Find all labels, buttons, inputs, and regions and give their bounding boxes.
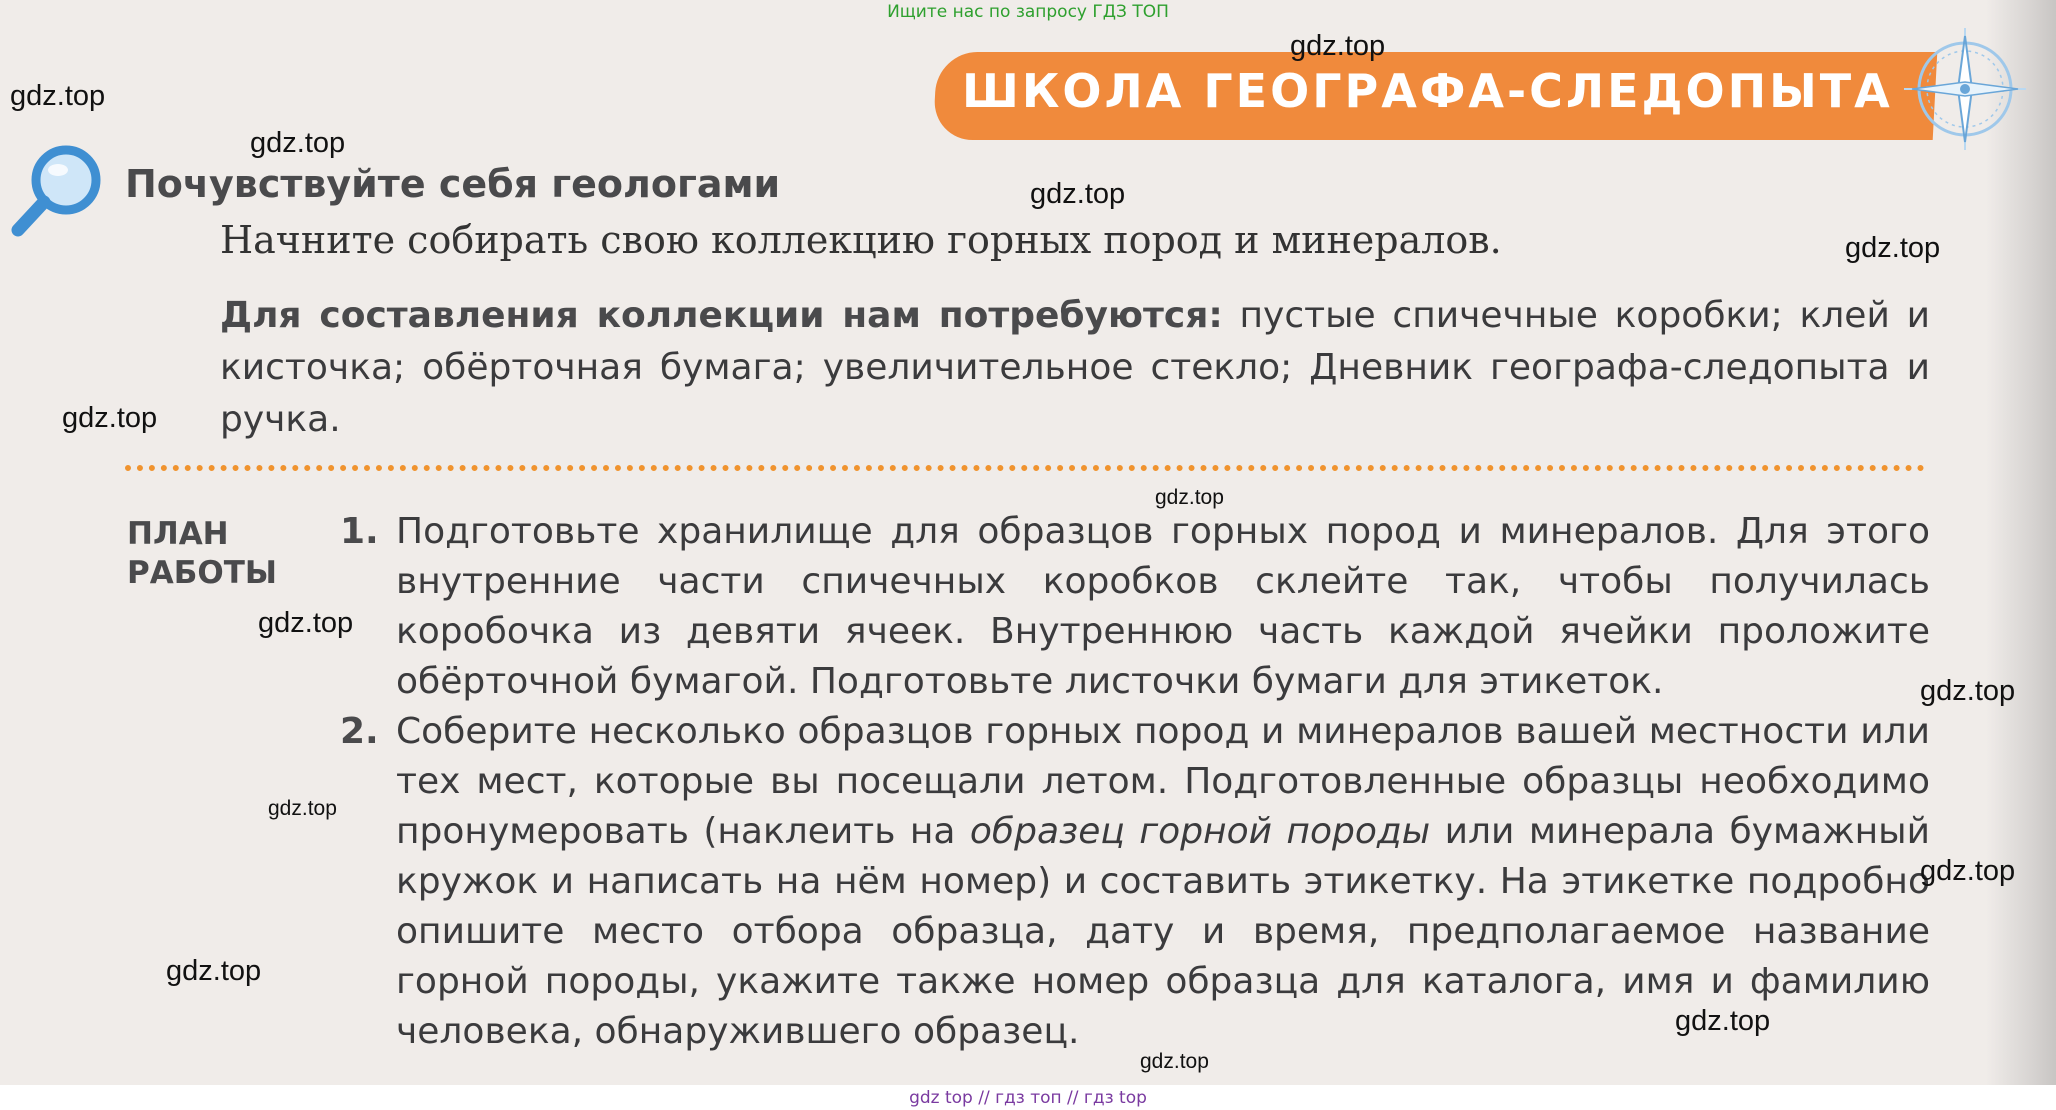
materials-paragraph xyxy=(220,290,1930,446)
plan-label-line1: ПЛАН xyxy=(127,516,229,552)
watermark: gdz.top xyxy=(1155,486,1224,509)
watermark: gdz.top xyxy=(1845,232,1941,264)
plan-label xyxy=(127,515,327,593)
step-text-start: Соберите несколько образцов горных пород и минералов вашей местности или тех мест, которые вы посещали летом. Подготовленные образцы необходимо пронумеровать (наклеить на xyxy=(396,711,1930,852)
page-edge-shadow xyxy=(1986,0,2056,1085)
watermark: gdz.top xyxy=(258,607,354,639)
watermark: gdz.top xyxy=(1030,178,1126,210)
section-intro: Начните собирать свою коллекцию горных пород и минералов. xyxy=(220,218,1502,262)
step-number: 2. xyxy=(340,711,379,752)
banner-title: ШКОЛА ГЕОГРАФА-СЛЕДОПЫТА xyxy=(962,64,1893,118)
magnifier-icon xyxy=(8,138,108,238)
materials-label: Для составления коллекции нам потребуются: xyxy=(220,295,1223,336)
compass-icon xyxy=(1900,24,2030,154)
watermark: gdz.top xyxy=(62,402,158,434)
watermark: gdz.top xyxy=(1140,1050,1209,1073)
dotted-divider xyxy=(125,465,1925,471)
watermark: gdz.top xyxy=(1920,675,2016,707)
plan-step-1 xyxy=(330,507,1930,707)
step-text: Подготовьте хранилище для образцов горных пород и минералов. Для этого внутренние части спичечных коробков склейте так, чтобы получилась коробочка из девяти ячеек. Внутреннюю часть каждой ячейки проложите обёрточной бумагой. Подготовьте листочки бумаги для этикеток. xyxy=(396,511,1930,702)
search-hint-link[interactable]: Ищите нас по запросу ГДЗ ТОП xyxy=(887,2,1169,22)
watermark: gdz.top xyxy=(166,955,262,987)
step-text-end: или минерала бумажный кружок и написать на нём номер) и составить этикетку. На этикетке подробно опишите место отбора образца, дату и время, предполагаемое название горной породы, укажите также номер образца для каталога, имя и фамилию человека, обнаружившего образец. xyxy=(396,811,1930,1052)
watermark: gdz.top xyxy=(268,797,337,820)
section-heading: Почувствуйте себя геологами xyxy=(125,162,781,206)
materials-list: пустые спичечные коробки; клей и кисточка; обёрточная бумага; увеличительное стекло; Дневник географа-следопыта и ручка. xyxy=(220,295,1930,440)
plan-label-line2: РАБОТЫ xyxy=(127,555,277,591)
watermark: gdz.top xyxy=(1920,855,2016,887)
footer-links[interactable]: gdz top // гдз топ // гдз top xyxy=(909,1088,1147,1108)
step-number: 1. xyxy=(340,511,379,552)
watermark: gdz.top xyxy=(1675,1005,1771,1037)
watermark: gdz.top xyxy=(1290,30,1386,62)
term-rock-sample: образец горной породы xyxy=(969,811,1431,852)
watermark: gdz.top xyxy=(10,80,106,112)
watermark: gdz.top xyxy=(250,127,346,159)
plan-steps xyxy=(330,507,1930,1057)
